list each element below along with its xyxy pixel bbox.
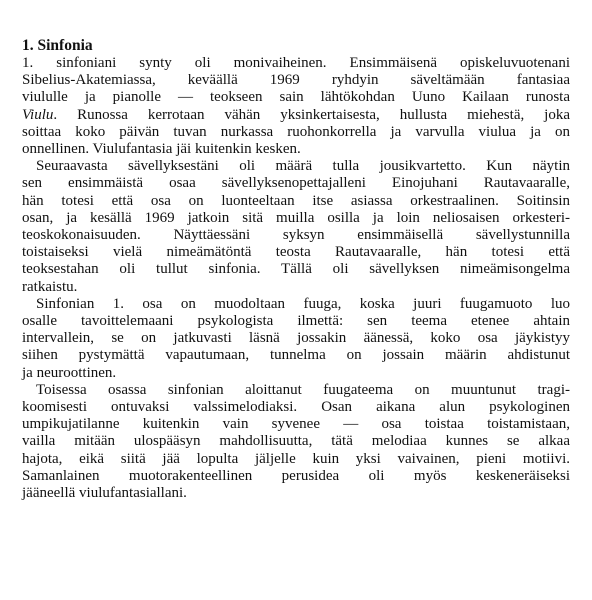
text-line: teoksestahan oli tullut sinfonia. Tällä oli sävellyksen nimeämisongelma bbox=[22, 261, 570, 278]
text-line: ratkaistu. bbox=[22, 278, 78, 295]
text-line: umpikujatilanne kuitenkin vain syvenee — osa toistaa toistamistaan, bbox=[22, 416, 570, 433]
text-line: viululle ja pianolle — teokseen sain lähtökohdan Uuno Kailaan runosta bbox=[22, 89, 570, 106]
text-line: hajota, eikä siitä jää lopulta jäljelle kuin yksi vaivainen, pieni motiivi. bbox=[22, 450, 570, 467]
text-line: onnellinen. Viulufantasia jäi kuitenkin kesken. bbox=[22, 141, 301, 158]
text-line: Seuraavasta sävellyksestäni oli määrä tulla jousikvartetto. Kun näytin bbox=[36, 158, 570, 175]
paragraph-1 bbox=[22, 55, 570, 158]
paragraph-4 bbox=[22, 382, 570, 502]
text-line-rest: . Runossa kerrotaan vähän yksinkertaisesta, hullusta miehestä, joka bbox=[53, 106, 570, 123]
text-line: Sibelius-Akatemiassa, keväällä 1969 ryhdyin säveltämään fantasiaa bbox=[22, 72, 570, 89]
text-line: jääneellä viulufantasiallani. bbox=[22, 485, 187, 502]
text-line: osan, ja kesällä 1969 jatkoin sitä muilla osilla ja loin neliosaisen orkesteri- bbox=[22, 209, 570, 226]
text-line: teoskokonaisuuden. Näyttäessäni syksyn ensimmäisellä sävellystunnilla bbox=[22, 227, 570, 244]
section-heading: 1. Sinfonia bbox=[22, 37, 93, 54]
text-line: Samanlainen muotorakenteellinen perusidea oli myös keskeneräiseksi bbox=[22, 467, 570, 484]
text-line: 1. sinfoniani synty oli monivaiheinen. Ensimmäisenä opiskeluvuotenani bbox=[22, 55, 570, 71]
text-line: vailla mitään ulospääsyn mahdollisuutta, tätä melodiaa kunnes se alkaa bbox=[22, 433, 570, 450]
document-page bbox=[22, 37, 570, 502]
paragraph-3 bbox=[22, 296, 570, 382]
text-line: koomisesti ontuvaksi valssimelodiaksi. Osan aikana alun psykologinen bbox=[22, 399, 570, 416]
text-line: siihen pystymättä vapautumaan, tunnelma on jossain määrin ahdistunut bbox=[22, 347, 570, 364]
text-line: osalle tavoittelemaani psykologista ilmettä: sen teema etenee ahtain bbox=[22, 313, 570, 330]
text-line: toistaiseksi vielä nimeämätöntä teosta Rautavaaralle, hän totesi että bbox=[22, 244, 570, 261]
text-line: Sinfonian 1. osa on muodoltaan fuuga, koska juuri fuugamuoto luo bbox=[36, 295, 570, 312]
text-line: soittaa koko päivän tuvan nurkassa ruohonkorrella ja varvulla viulua ja on bbox=[22, 123, 570, 140]
text-line: intervallein, se on jatkuvasti läsnä jossakin äänessä, koko osa jäykistyy bbox=[22, 330, 570, 347]
text-line: ja neuroottinen. bbox=[22, 364, 117, 381]
paragraph-2 bbox=[22, 158, 570, 296]
text-line-with-italic-title bbox=[22, 107, 570, 124]
text-line: sen ensimmäistä osaa sävellyksenopettajalleni Einojuhani Rautavaaralle, bbox=[22, 175, 570, 192]
poem-title: Viulu bbox=[22, 106, 54, 123]
text-line: hän totesi että osa on luonteeltaan itse asiassa orkestraalinen. Soitinsin bbox=[22, 192, 570, 209]
text-line: Toisessa osassa sinfonian aloittanut fuugateema on muuntunut tragi- bbox=[36, 381, 570, 398]
